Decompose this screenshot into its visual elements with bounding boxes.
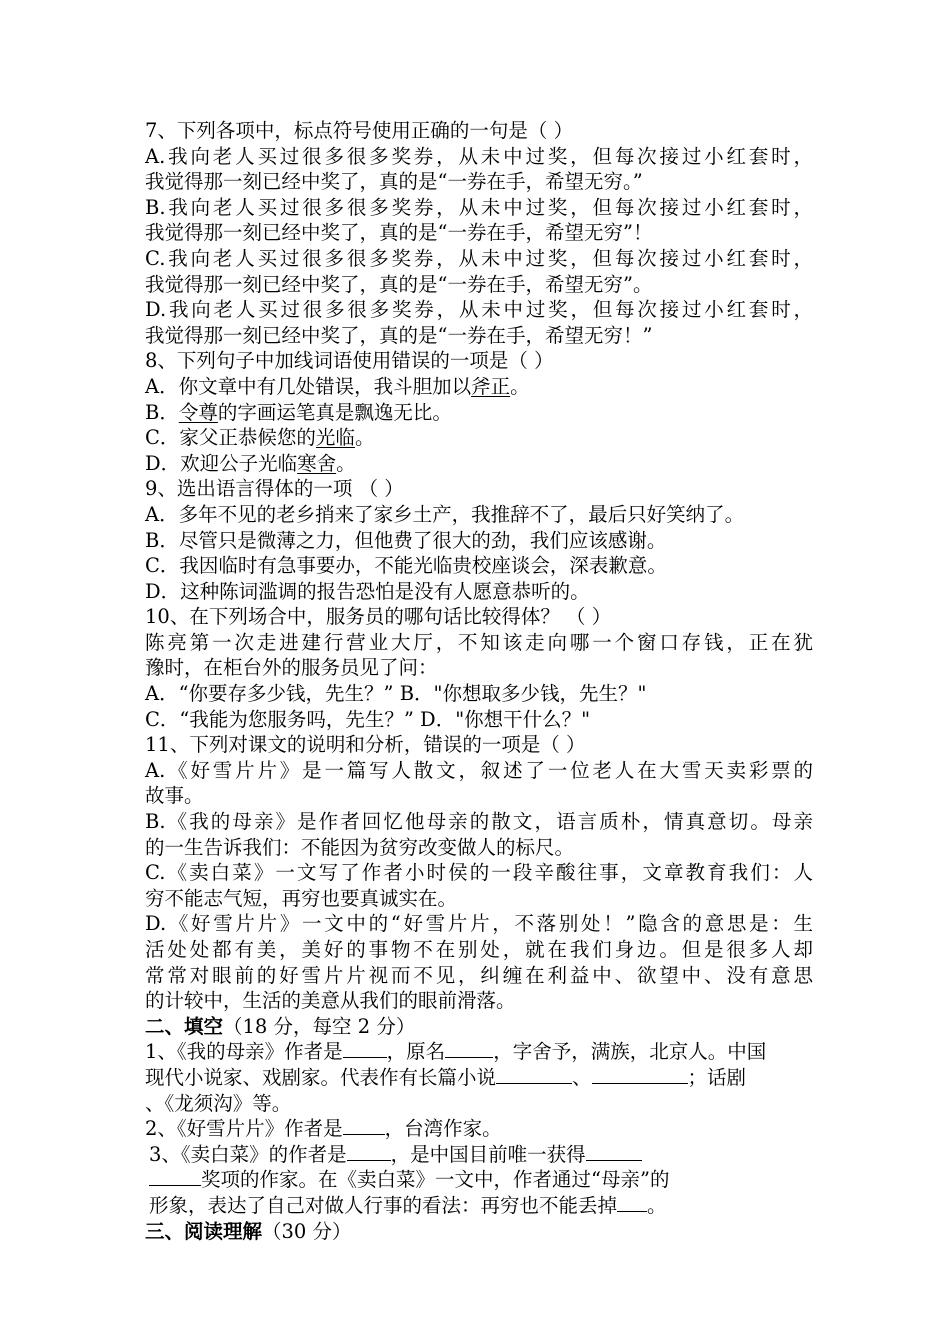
fill-2	[145, 1116, 813, 1142]
section-3-points: （30 分）	[262, 1219, 352, 1243]
answer-blank[interactable]	[343, 1039, 387, 1058]
q11-option-d-line1: D.《好雪片片》一文中的“好雪片片，不落别处！”隐含的意思是：生	[145, 912, 813, 936]
fill-2-text-a: 2、《好雪片片》作者是	[145, 1117, 343, 1141]
q8-a-text: A．你文章中有几处错误，我斗胆加以	[145, 374, 472, 398]
q9-stem: 9、选出语言得体的一项 （ ）	[145, 477, 404, 501]
q8-b-text: B．	[145, 400, 179, 424]
fill-3-text-d: 形象，表达了自己对做人行事的看法：再穷也不能丢掉	[149, 1193, 618, 1217]
fill-1-line2	[145, 1065, 813, 1091]
q9-option-d: D．这种陈词滥调的报告恐怕是没有人愿意恭听的。	[145, 579, 590, 603]
q11-stem: 11、下列对课文的说明和分析，错误的一项是（ ）	[145, 733, 586, 757]
q7-option-d-line1: D.我向老人买过很多很多奖券，从未中过奖，但每次接过小红套时，	[145, 298, 813, 322]
q11-option-d-line2: 活处处都有美，美好的事物不在别处，就在我们身边。但是很多人却	[145, 938, 813, 961]
section-3-heading	[145, 1219, 813, 1245]
q10-options-cd: C．“我能为您服务吗，先生？” D．"你想干什么？"	[145, 707, 591, 731]
fill-1-text-d: 现代小说家、戏剧家。代表作有长篇小说	[145, 1065, 497, 1089]
q9-option-a: A．多年不见的老乡捎来了家乡土产，我推辞不了，最后只好笑纳了。	[145, 502, 745, 526]
fill-1-text-a: 1、《我的母亲》作者是	[145, 1040, 343, 1064]
fill-3-text-e: 。	[647, 1193, 667, 1217]
answer-blank[interactable]	[586, 1142, 642, 1161]
answer-blank[interactable]	[445, 1039, 493, 1058]
answer-blank[interactable]	[343, 1116, 385, 1135]
q8-d-end: 。	[336, 451, 356, 475]
q11-option-b-line1: B.《我的母亲》是作者回忆他母亲的散文，语言质朴，情真意切。母亲	[145, 810, 813, 834]
q7-option-d-line2: 我觉得那一刻已经中奖了，真的是“一券在手，希望无穷！”	[145, 323, 653, 347]
q8-option-a	[145, 374, 813, 400]
q8-option-c	[145, 425, 813, 451]
q8-option-d	[145, 451, 813, 477]
fill-2-text-b: ，台湾作家。	[384, 1117, 502, 1141]
section-2-heading	[145, 1014, 813, 1040]
q10-context-line1: 陈亮第一次走进建行营业大厅，不知该走向哪一个窗口存钱，正在犹	[145, 630, 813, 654]
answer-blank[interactable]	[149, 1167, 201, 1186]
q9-option-b: B．尽管只是微薄之力，但他费了很大的劲，我们应该感谢。	[145, 528, 667, 552]
fill-3-line1	[145, 1142, 813, 1168]
section-2-title: 二、填空	[145, 1014, 224, 1038]
q11-option-c-line2: 穷不能志气短，再穷也要真诚实在。	[145, 886, 458, 910]
q11-option-d-line3: 常常对眼前的好雪片片视而不见，纠缠在利益中、欲望中、没有意思	[145, 963, 813, 987]
answer-blank[interactable]	[592, 1065, 688, 1084]
q11-option-a-line2: 故事。	[145, 784, 204, 808]
q11-option-d-line4: 的计较中，生活的美意从我们的眼前滑落。	[145, 989, 516, 1013]
q7-option-c-line2: 我觉得那一刻已经中奖了，真的是“一券在手，希望无穷”。	[145, 272, 653, 296]
section-3-title: 三、阅读理解	[145, 1219, 263, 1243]
q7-option-b-line1: B.我向老人买过很多很多奖券，从未中过奖，但每次接过小红套时，	[145, 195, 813, 219]
fill-3-line3	[145, 1193, 813, 1219]
fill-1-text-b: ，原名	[386, 1040, 446, 1064]
fill-1-text-f: ；话剧	[687, 1065, 747, 1089]
q8-a-underlined: 斧正	[471, 374, 511, 398]
answer-blank[interactable]	[496, 1065, 572, 1084]
q8-d-text: D．欢迎公子光临	[145, 451, 298, 475]
q10-options-ab: A．“你要存多少钱，先生？” B．"你想取多少钱，先生？"	[145, 682, 647, 706]
q8-b-underlined: 令尊	[178, 400, 218, 424]
fill-3-text-a: 3、《卖白菜》的作者是	[149, 1142, 347, 1166]
q7-option-c-line1: C.我向老人买过很多很多奖券，从未中过奖，但每次接过小红套时，	[145, 246, 813, 270]
answer-blank[interactable]	[347, 1142, 391, 1161]
exam-page	[145, 118, 813, 1244]
q11-option-b-line2: 的一生告诉我们：不能因为贫穷改变做人的标尺。	[145, 835, 575, 859]
q8-stem: 8、下列句子中加线词语使用错误的一项是（ ）	[145, 349, 554, 373]
fill-3-text-b: ，是中国目前唯一获得	[390, 1142, 586, 1166]
q8-c-end: 。	[354, 426, 375, 450]
fill-1-line3: 、《龙须沟》等。	[145, 1091, 292, 1115]
q8-c-text: C．家父正恭候您的	[145, 426, 316, 450]
answer-blank[interactable]	[617, 1193, 647, 1212]
q8-c-underlined: 光临	[315, 426, 355, 450]
fill-1-text-c: ，字舍予，满族，北京人。中国	[493, 1040, 767, 1064]
q8-d-underlined: 寒舍	[297, 451, 337, 475]
section-2-points: （18 分，每空 2 分）	[223, 1014, 416, 1038]
fill-1-line1	[145, 1039, 813, 1065]
q8-option-b	[145, 400, 813, 426]
q7-stem: 7、下列各项中，标点符号使用正确的一句是（ ）	[145, 119, 574, 142]
q11-option-c-line1: C.《卖白菜》一文写了作者小时侯的一段辛酸往事，文章教育我们：人	[145, 861, 813, 885]
q11-option-a-line1: A.《好雪片片》是一篇写人散文，叙述了一位老人在大雪天卖彩票的	[145, 758, 813, 782]
fill-3-line2	[145, 1167, 813, 1193]
q9-option-c: C．我因临时有急事要办，不能光临贵校座谈会，深表歉意。	[145, 554, 667, 578]
q7-option-b-line2: 我觉得那一刻已经中奖了，真的是“一券在手，希望无穷”！	[145, 221, 653, 245]
q7-option-a-line2: 我觉得那一刻已经中奖了，真的是“一券在手，希望无穷。”	[145, 170, 643, 194]
q7-option-a-line1: A.我向老人买过很多很多奖券，从未中过奖，但每次接过小红套时，	[145, 144, 813, 168]
q10-context-line2: 豫时，在柜台外的服务员见了问：	[145, 656, 438, 680]
q10-stem: 10、在下列场合中，服务员的哪句话比较得体？ （ ）	[145, 605, 612, 629]
q8-a-end: 。	[510, 374, 530, 398]
q8-b-end: 的字画运笔真是飘逸无比。	[217, 400, 452, 424]
fill-1-text-e: 、	[572, 1065, 592, 1089]
fill-3-text-c: 奖项的作家。在《卖白菜》一文中，作者通过“母亲”的	[201, 1168, 670, 1192]
